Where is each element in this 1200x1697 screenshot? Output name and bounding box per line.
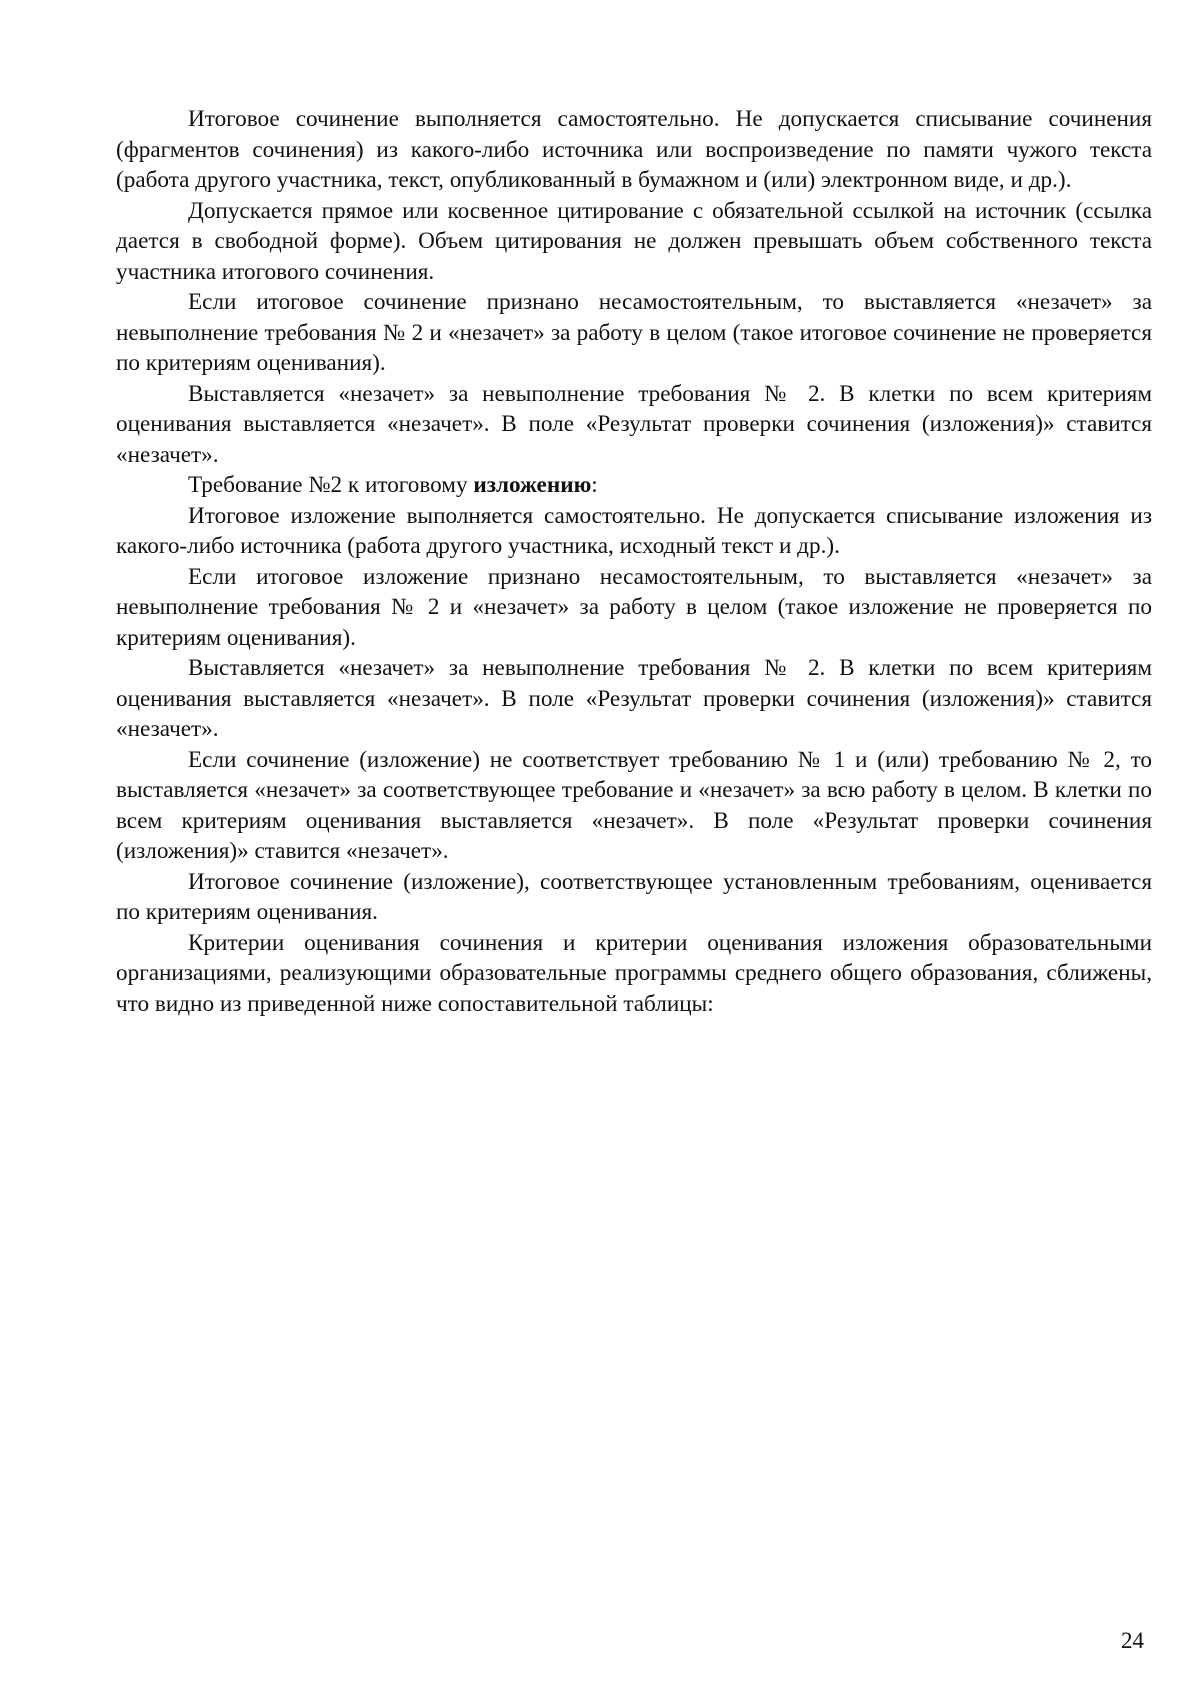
requirement-heading-bold: изложению — [473, 472, 592, 498]
paragraph-summary-not-independent: Если итоговое изложение признано несамостоятельным, то выставляется «незачет» за невыполнение требования № 2 и «незачет» за работу в целом (такое изложение не проверяется по критериям оценивания). — [116, 563, 1152, 651]
paragraph-independent-summary: Итоговое изложение выполняется самостоятельно. Не допускается списывание изложения из какого-либо источника (работа другого участника, исходный текст и др.). — [116, 502, 1152, 559]
paragraph-criteria-comparison: Критерии оценивания сочинения и критерии оценивания изложения образовательными организациями, реализующими образовательные программы среднего общего образования, сближены, что видно из приведенной ниже сопоставительной таблицы: — [116, 929, 1152, 1017]
page-number: 24 — [1121, 1628, 1144, 1653]
paragraph-citation-rules: Допускается прямое или косвенное цитирование с обязательной ссылкой на источник (ссылка дается в свободной форме). Объем цитирования не должен превышать объем собственного текста участника итогового сочинения. — [116, 197, 1152, 285]
paragraph-requirements-not-met: Если сочинение (изложение) не соответствует требованию № 1 и (или) требованию № 2, то выставляется «незачет» за соответствующее требование и «незачет» за всю работу в целом. В клетки по всем критериям оценивания выставляется «незачет». В поле «Результат проверки сочинения (изложения)» ставится «незачет». — [116, 746, 1152, 864]
paragraph-criteria-evaluation: Итоговое сочинение (изложение), соответствующее установленным требованиям, оценивается по критериям оценивания. — [116, 868, 1152, 925]
paragraph-independent-essay: Итоговое сочинение выполняется самостоятельно. Не допускается списывание сочинения (фрагментов сочинения) из какого-либо источника или воспроизведение по памяти чужого текста (работа другого участника, текст, опубликованный в бумажном и (или) электронном виде, и др.). — [116, 106, 1152, 193]
document-body — [116, 104, 1152, 1019]
requirement-heading-suffix: : — [591, 472, 598, 498]
requirement-heading-prefix: Требование №2 к итоговому — [188, 472, 474, 498]
paragraph-summary-fail-marking: Выставляется «незачет» за невыполнение требования № 2. В клетки по всем критериям оценивания выставляется «незачет». В поле «Результат проверки сочинения (изложения)» ставится «незачет». — [116, 655, 1152, 742]
paragraph-essay-not-independent: Если итоговое сочинение признано несамостоятельным, то выставляется «незачет» за невыполнение требования № 2 и «незачет» за работу в целом (такое итоговое сочинение не проверяется по критериям оценивания). — [116, 289, 1152, 376]
paragraph-essay-fail-marking: Выставляется «незачет» за невыполнение требования № 2. В клетки по всем критериям оценивания выставляется «незачет». В поле «Результат проверки сочинения (изложения)» ставится «незачет». — [116, 380, 1152, 468]
requirement-2-heading — [116, 470, 1152, 501]
